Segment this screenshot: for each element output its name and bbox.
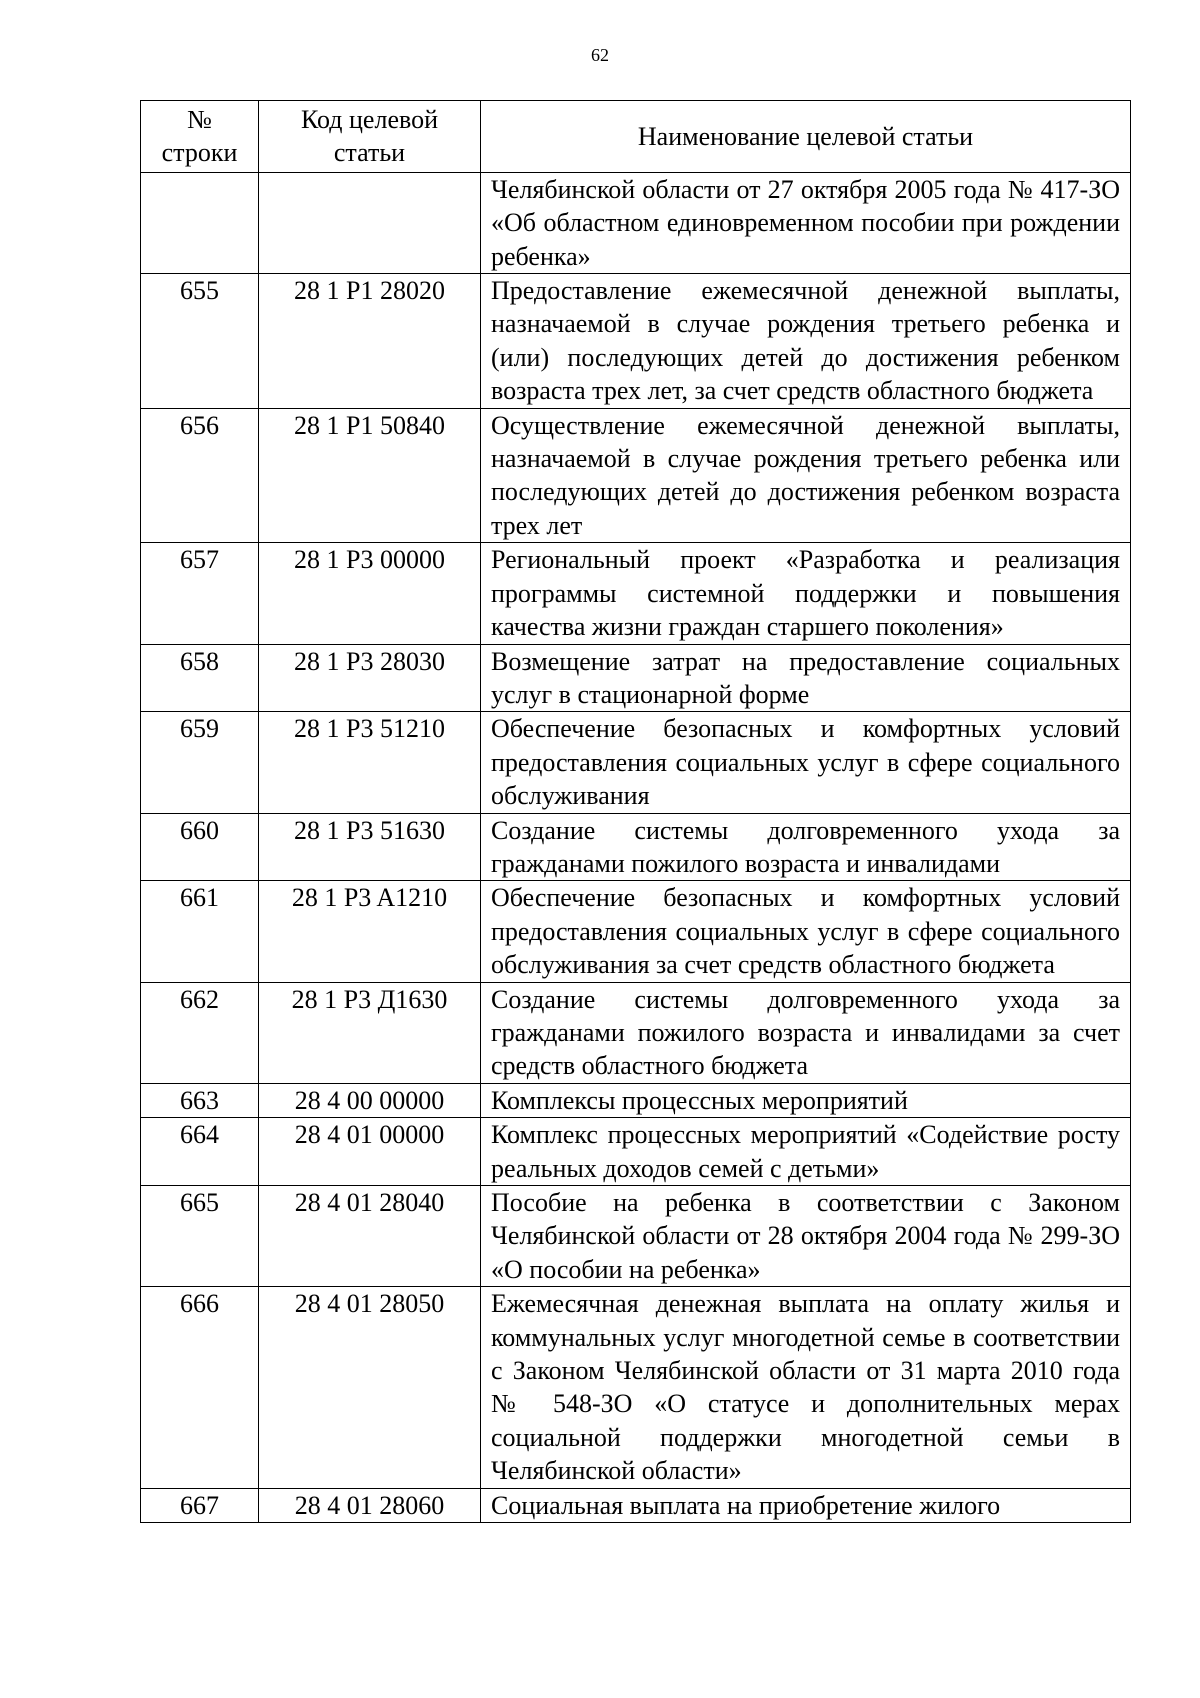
table-row — [141, 1118, 1131, 1186]
row-number: 659 — [141, 712, 259, 813]
table-row — [141, 712, 1131, 813]
table-header — [141, 101, 1131, 173]
article-name: Комплекс процессных мероприятий «Содействие росту реальных доходов семей с детьми» — [481, 1118, 1131, 1186]
article-code: 28 4 01 28050 — [259, 1287, 481, 1488]
article-name: Комплексы процессных мероприятий — [481, 1083, 1131, 1117]
row-number: 661 — [141, 881, 259, 982]
row-number: 656 — [141, 408, 259, 543]
target-articles-table — [140, 100, 1131, 1523]
table-body — [141, 172, 1131, 1522]
row-number: 657 — [141, 543, 259, 644]
article-code: 28 4 00 00000 — [259, 1083, 481, 1117]
row-number: 658 — [141, 644, 259, 712]
row-number: 664 — [141, 1118, 259, 1186]
row-number: 662 — [141, 982, 259, 1083]
table-row — [141, 543, 1131, 644]
table-row — [141, 644, 1131, 712]
row-number: 666 — [141, 1287, 259, 1488]
article-code: 28 1 P3 Д1630 — [259, 982, 481, 1083]
article-code: 28 1 P3 A1210 — [259, 881, 481, 982]
article-code: 28 1 P3 28030 — [259, 644, 481, 712]
table-row — [141, 813, 1131, 881]
article-code: 28 1 P3 51210 — [259, 712, 481, 813]
article-code: 28 1 P1 28020 — [259, 274, 481, 409]
article-name: Создание системы долговременного ухода за гражданами пожилого возраста и инвалидами — [481, 813, 1131, 881]
article-code: 28 4 01 00000 — [259, 1118, 481, 1186]
article-name: Создание системы долговременного ухода за гражданами пожилого возраста и инвалидами за счет средств областного бюджета — [481, 982, 1131, 1083]
row-number: 663 — [141, 1083, 259, 1117]
article-code — [259, 172, 481, 273]
header-article-name: Наименование целевой статьи — [481, 101, 1131, 173]
article-name: Региональный проект «Разработка и реализация программы системной поддержки и повышения качества жизни граждан старшего поколения» — [481, 543, 1131, 644]
table-row — [141, 982, 1131, 1083]
article-name: Ежемесячная денежная выплата на оплату жилья и коммунальных услуг многодетной семье в соответствии с Законом Челябинской области от 31 марта 2010 года № 548-ЗО «О статусе и дополнительных мерах социальной поддержки многодетной семьи в Челябинской области» — [481, 1287, 1131, 1488]
header-row-number: № строки — [141, 101, 259, 173]
table-row — [141, 881, 1131, 982]
table-row — [141, 1287, 1131, 1488]
article-code: 28 1 P3 00000 — [259, 543, 481, 644]
table-row — [141, 274, 1131, 409]
table-row — [141, 1083, 1131, 1117]
article-code: 28 4 01 28040 — [259, 1186, 481, 1287]
page-number: 62 — [591, 45, 609, 65]
row-number — [141, 172, 259, 273]
article-name: Осуществление ежемесячной денежной выплаты, назначаемой в случае рождения третьего ребенка или последующих детей до достижения ребенком возраста трех лет — [481, 408, 1131, 543]
article-name: Обеспечение безопасных и комфортных условий предоставления социальных услуг в сфере социального обслуживания — [481, 712, 1131, 813]
article-name: Возмещение затрат на предоставление социальных услуг в стационарной форме — [481, 644, 1131, 712]
table-row — [141, 408, 1131, 543]
header-article-code: Код целевой статьи — [259, 101, 481, 173]
article-name: Социальная выплата на приобретение жилого — [481, 1488, 1131, 1522]
article-code: 28 1 P1 50840 — [259, 408, 481, 543]
article-code: 28 4 01 28060 — [259, 1488, 481, 1522]
row-number: 665 — [141, 1186, 259, 1287]
article-name: Обеспечение безопасных и комфортных условий предоставления социальных услуг в сфере социального обслуживания за счет средств областного бюджета — [481, 881, 1131, 982]
row-number: 660 — [141, 813, 259, 881]
row-number: 667 — [141, 1488, 259, 1522]
article-name: Предоставление ежемесячной денежной выплаты, назначаемой в случае рождения третьего ребенка и (или) последующих детей до достижения ребенком возраста трех лет, за счет средств областного бюджета — [481, 274, 1131, 409]
article-code: 28 1 P3 51630 — [259, 813, 481, 881]
table-row — [141, 172, 1131, 273]
article-name: Пособие на ребенка в соответствии с Законом Челябинской области от 28 октября 2004 года № 299-ЗО «О пособии на ребенка» — [481, 1186, 1131, 1287]
header-row — [141, 101, 1131, 173]
article-name: Челябинской области от 27 октября 2005 года № 417-ЗО «Об областном единовременном пособии при рождении ребенка» — [481, 172, 1131, 273]
row-number: 655 — [141, 274, 259, 409]
table-row — [141, 1488, 1131, 1522]
table-row — [141, 1186, 1131, 1287]
